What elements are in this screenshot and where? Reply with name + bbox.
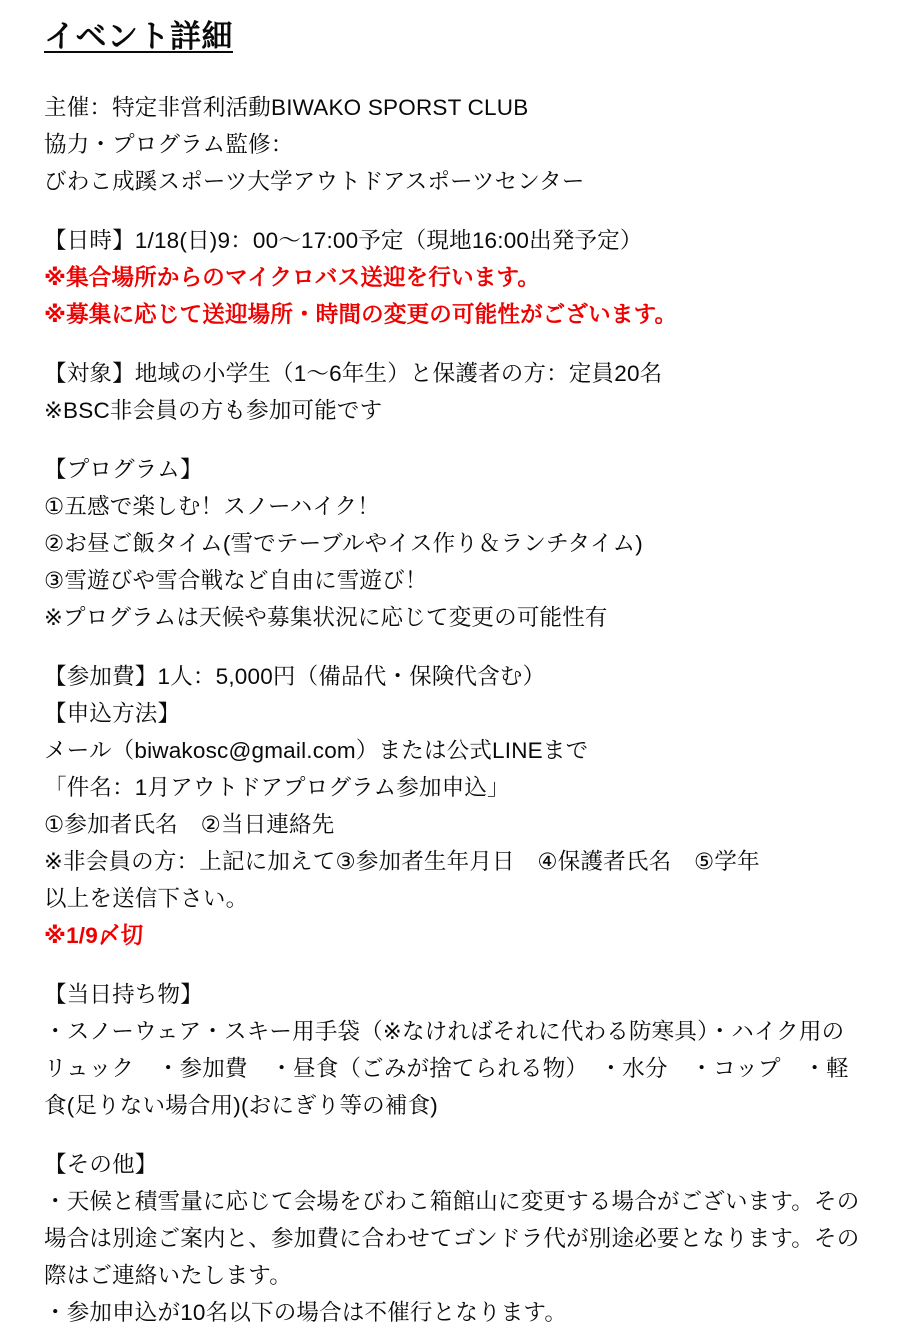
text-line: 【対象】地域の小学生（1〜6年生）と保護者の方：定員20名	[44, 361, 663, 387]
text-line: ※1/9〆切	[44, 923, 144, 949]
text-line: びわこ成蹊スポーツ大学アウトドアスポーツセンター	[44, 169, 585, 195]
section-spacer	[44, 636, 861, 658]
text-line: 【その他】	[44, 1152, 158, 1178]
text-line: ・参加申込が10名以下の場合は不催行となります。	[44, 1300, 568, 1326]
text-line: ②お昼ご飯タイム(雪でテーブルやイス作り＆ランチタイム)	[44, 531, 643, 557]
text-line: ※BSC非会員の方も参加可能です	[44, 398, 383, 424]
document-body	[44, 89, 861, 1331]
text-line: ・天候と積雪量に応じて会場をびわこ箱館山に変更する場合がございます。その場合は別途ご案内と、参加費に合わせてゴンドラ代が別途必要となります。その際はご連絡いたします。	[44, 1189, 860, 1289]
text-line: ※非会員の方：上記に加えて③参加者生年月日 ④保護者氏名 ⑤学年	[44, 849, 760, 875]
section-program	[44, 451, 861, 636]
text-line: 「件名：1月アウトドアプログラム参加申込」	[44, 775, 510, 801]
text-line: ※集合場所からのマイクロバス送迎を行います。	[44, 265, 541, 291]
section-spacer	[44, 1124, 861, 1146]
section-other-notes	[44, 1146, 861, 1331]
text-line: メール（biwakosc@gmail.com）または公式LINEまで	[44, 738, 589, 764]
text-line: 【日時】1/18(日)9：00〜17:00予定（現地16:00出発予定）	[44, 228, 643, 254]
section-datetime	[44, 222, 861, 333]
text-line: ①五感で楽しむ！スノーハイク！	[44, 494, 380, 520]
section-fee-and-application	[44, 658, 861, 954]
text-line: 主催：特定非営利活動BIWAKO SPORST CLUB	[44, 95, 529, 121]
text-line: 【プログラム】	[44, 457, 203, 483]
section-items-to-bring	[44, 976, 861, 1124]
text-line: 【当日持ち物】	[44, 982, 203, 1008]
text-line: ③雪遊びや雪合戦など自由に雪遊び！	[44, 568, 428, 594]
text-line: ※プログラムは天候や募集状況に応じて変更の可能性有	[44, 605, 608, 631]
text-line: 以上を送信下さい。	[44, 886, 249, 912]
section-target	[44, 355, 861, 429]
section-spacer	[44, 333, 861, 355]
text-line: ・スノーウェア・スキー用手袋（※なければそれに代わる防寒具）・ハイク用のリュック ・参加費 ・昼食（ごみが捨てられる物） ・水分 ・コップ ・軽食(足りない場合用)(おにぎり等の補食)	[44, 1019, 849, 1119]
section-spacer	[44, 954, 861, 976]
section-spacer	[44, 200, 861, 222]
text-line: ①参加者氏名 ②当日連絡先	[44, 812, 335, 838]
text-line: 【参加費】1人：5,000円（備品代・保険代含む）	[44, 664, 546, 690]
text-line: 【申込方法】	[44, 701, 181, 727]
text-line: 協力・プログラム監修：	[44, 132, 294, 158]
page-title: イベント詳細	[44, 19, 233, 54]
section-spacer	[44, 429, 861, 451]
section-organizer	[44, 89, 861, 200]
text-line: ※募集に応じて送迎場所・時間の変更の可能性がございます。	[44, 302, 678, 328]
